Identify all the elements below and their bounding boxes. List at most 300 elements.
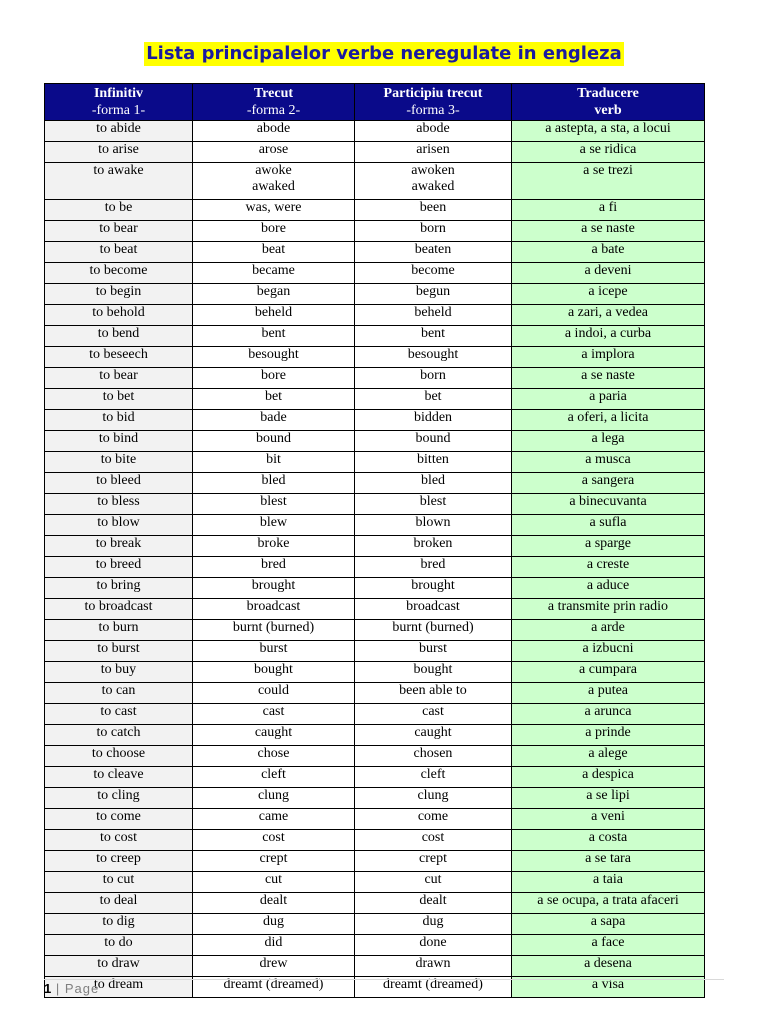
cell-translation: a lega [512, 431, 705, 452]
cell-participle [355, 242, 512, 263]
cell-past-line: cut [264, 872, 283, 887]
cell-infinitive: to be [45, 200, 193, 221]
cell-infinitive: to come [45, 809, 193, 830]
table-row [45, 163, 705, 200]
cell-past [193, 935, 355, 956]
cell-infinitive: to cut [45, 872, 193, 893]
cell-past [193, 121, 355, 142]
cell-participle-line: bred [420, 557, 446, 572]
cell-infinitive: to choose [45, 746, 193, 767]
cell-translation: a izbucni [512, 641, 705, 662]
cell-translation: a deveni [512, 263, 705, 284]
cell-infinitive: to cost [45, 830, 193, 851]
cell-translation: a arunca [512, 704, 705, 725]
cell-participle-line: caught [414, 725, 452, 740]
cell-translation: a sangera [512, 473, 705, 494]
cell-past-line: broadcast [246, 599, 301, 614]
cell-infinitive: to behold [45, 305, 193, 326]
page-footer [44, 981, 99, 996]
cell-past [193, 599, 355, 620]
cell-translation: a sapa [512, 914, 705, 935]
cell-participle [355, 599, 512, 620]
cell-infinitive: to burst [45, 641, 193, 662]
header-infinitive [45, 84, 193, 121]
table-row [45, 221, 705, 242]
cell-participle [355, 578, 512, 599]
cell-past-line: bet [264, 389, 283, 404]
table-row [45, 683, 705, 704]
table-header-row [45, 84, 705, 121]
cell-past-line: cast [262, 704, 285, 719]
cell-participle-line: cleft [420, 767, 446, 782]
cell-infinitive: to do [45, 935, 193, 956]
cell-participle-line: bitten [417, 452, 449, 467]
cell-infinitive: to broadcast [45, 599, 193, 620]
cell-translation: a binecuvanta [512, 494, 705, 515]
irregular-verbs-table [44, 83, 705, 998]
cell-translation: a alege [512, 746, 705, 767]
cell-past-line: became [252, 263, 295, 278]
cell-past [193, 221, 355, 242]
cell-participle [355, 305, 512, 326]
cell-translation: a desena [512, 956, 705, 977]
cell-infinitive: to awake [45, 163, 193, 200]
cell-past [193, 557, 355, 578]
cell-past-line: bled [261, 473, 286, 488]
cell-participle [355, 893, 512, 914]
cell-infinitive: to breed [45, 557, 193, 578]
cell-past [193, 515, 355, 536]
title-wrapper [0, 42, 768, 66]
cell-past-line: bound [256, 431, 291, 446]
cell-past-line: burnt (burned) [232, 620, 315, 635]
cell-translation: a se trezi [512, 163, 705, 200]
cell-translation: a sparge [512, 536, 705, 557]
cell-participle-line: abode [416, 121, 450, 136]
cell-participle [355, 263, 512, 284]
table-row [45, 263, 705, 284]
table-row [45, 326, 705, 347]
cell-translation: a putea [512, 683, 705, 704]
cell-participle-line: chosen [413, 746, 453, 761]
cell-past [193, 410, 355, 431]
cell-translation: a indoi, a curba [512, 326, 705, 347]
cell-participle-line: begun [415, 284, 451, 299]
cell-past-line: broke [257, 536, 290, 551]
cell-participle-line: born [420, 368, 446, 383]
cell-participle-line: bidden [413, 410, 453, 425]
cell-participle-line: burnt (burned) [392, 620, 474, 635]
table-row [45, 121, 705, 142]
table-row [45, 242, 705, 263]
cell-past-line: dug [263, 914, 284, 929]
cell-past-line: dealt [259, 893, 288, 908]
cell-translation: a se naste [512, 221, 705, 242]
header-translation-subtitle: verb [594, 103, 622, 118]
cell-participle-line: born [420, 221, 446, 236]
page-separator: | [55, 981, 61, 996]
cell-infinitive: to cleave [45, 767, 193, 788]
cell-past-line: awoke [255, 163, 292, 178]
cell-translation: a se ridica [512, 142, 705, 163]
cell-participle-line: bent [420, 326, 446, 341]
cell-infinitive: to bring [45, 578, 193, 599]
cell-past-line: dreamt (dreamed) [223, 977, 324, 992]
cell-participle [355, 121, 512, 142]
cell-past [193, 389, 355, 410]
table-row [45, 746, 705, 767]
cell-translation: a visa [512, 977, 705, 998]
cell-infinitive: to draw [45, 956, 193, 977]
cell-participle-line: bet [424, 389, 442, 404]
cell-past [193, 767, 355, 788]
table-row [45, 431, 705, 452]
cell-past-line: chose [257, 746, 290, 761]
cell-past [193, 431, 355, 452]
table-row [45, 851, 705, 872]
cell-participle-line: drawn [415, 956, 451, 971]
cell-participle-line: awaked [411, 179, 455, 194]
table-row [45, 767, 705, 788]
cell-past [193, 284, 355, 305]
cell-participle-line: done [419, 935, 447, 950]
cell-translation: a fi [512, 200, 705, 221]
cell-past [193, 326, 355, 347]
table-row [45, 704, 705, 725]
cell-infinitive: to deal [45, 893, 193, 914]
cell-participle [355, 163, 512, 200]
table-row [45, 809, 705, 830]
cell-infinitive: to can [45, 683, 193, 704]
cell-translation: a se tara [512, 851, 705, 872]
cell-past [193, 872, 355, 893]
cell-past-line: brought [251, 578, 296, 593]
cell-participle [355, 389, 512, 410]
header-translation [512, 84, 705, 121]
cell-past-line: arose [258, 142, 289, 157]
cell-participle-line: awoken [411, 163, 455, 178]
table-row [45, 788, 705, 809]
cell-translation: a veni [512, 809, 705, 830]
cell-participle [355, 536, 512, 557]
cell-past-line: clung [257, 788, 290, 803]
cell-infinitive: to cast [45, 704, 193, 725]
cell-translation: a face [512, 935, 705, 956]
cell-translation: a despica [512, 767, 705, 788]
cell-translation: a paria [512, 389, 705, 410]
cell-translation: a prinde [512, 725, 705, 746]
cell-participle [355, 767, 512, 788]
cell-past-line: awaked [252, 179, 295, 194]
cell-participle [355, 221, 512, 242]
cell-past [193, 142, 355, 163]
cell-participle [355, 788, 512, 809]
table-row [45, 142, 705, 163]
cell-infinitive: to creep [45, 851, 193, 872]
cell-participle [355, 956, 512, 977]
table-row [45, 494, 705, 515]
cell-participle [355, 368, 512, 389]
cell-past-line: beat [261, 242, 286, 257]
cell-participle [355, 746, 512, 767]
cell-participle [355, 725, 512, 746]
cell-past-line: cleft [261, 767, 286, 782]
cell-translation: a creste [512, 557, 705, 578]
cell-past [193, 704, 355, 725]
cell-past [193, 494, 355, 515]
cell-translation: a musca [512, 452, 705, 473]
cell-past [193, 263, 355, 284]
cell-infinitive: to bite [45, 452, 193, 473]
cell-past [193, 620, 355, 641]
cell-infinitive: to catch [45, 725, 193, 746]
cell-translation: a oferi, a licita [512, 410, 705, 431]
cell-past [193, 683, 355, 704]
table-row [45, 557, 705, 578]
table-row [45, 872, 705, 893]
cell-past-line: beheld [254, 305, 293, 320]
table-row [45, 725, 705, 746]
table-row [45, 956, 705, 977]
cell-participle [355, 494, 512, 515]
cell-infinitive: to bet [45, 389, 193, 410]
cell-past [193, 452, 355, 473]
cell-infinitive: to bless [45, 494, 193, 515]
cell-participle-line: clung [417, 788, 449, 803]
table-row [45, 536, 705, 557]
cell-infinitive: to bend [45, 326, 193, 347]
cell-translation: a implora [512, 347, 705, 368]
table-row [45, 830, 705, 851]
cell-participle-line: cast [422, 704, 444, 719]
cell-participle-line: blown [415, 515, 451, 530]
cell-participle [355, 809, 512, 830]
cell-participle-line: broadcast [406, 599, 460, 614]
cell-infinitive: to bid [45, 410, 193, 431]
table-row [45, 473, 705, 494]
table-row [45, 935, 705, 956]
cell-past-line: bade [260, 410, 287, 425]
cell-translation: a arde [512, 620, 705, 641]
cell-participle [355, 431, 512, 452]
cell-past [193, 851, 355, 872]
cell-past [193, 536, 355, 557]
cell-participle-line: besought [407, 347, 459, 362]
cell-past [193, 242, 355, 263]
cell-participle [355, 142, 512, 163]
cell-participle [355, 347, 512, 368]
cell-participle [355, 326, 512, 347]
cell-past [193, 305, 355, 326]
cell-past [193, 893, 355, 914]
header-past-title: Trecut [253, 86, 294, 101]
cell-translation: a cumpara [512, 662, 705, 683]
cell-past-line: blew [259, 515, 288, 530]
cell-participle-line: become [411, 263, 455, 278]
header-past-subtitle: -forma 2- [246, 103, 301, 118]
cell-participle [355, 641, 512, 662]
cell-past [193, 788, 355, 809]
table-row [45, 578, 705, 599]
cell-past [193, 347, 355, 368]
cell-participle [355, 704, 512, 725]
cell-infinitive: to dream [45, 977, 193, 998]
cell-translation: a bate [512, 242, 705, 263]
cell-translation: a icepe [512, 284, 705, 305]
cell-infinitive: to arise [45, 142, 193, 163]
cell-participle-line: cut [424, 872, 442, 887]
table-row [45, 599, 705, 620]
cell-participle [355, 284, 512, 305]
cell-infinitive: to beseech [45, 347, 193, 368]
cell-past-line: crept [259, 851, 288, 866]
cell-past-line: bred [261, 557, 286, 572]
cell-past [193, 746, 355, 767]
table-row [45, 368, 705, 389]
header-participle [355, 84, 512, 121]
cell-participle-line: been able to [399, 683, 467, 698]
table-row [45, 389, 705, 410]
table-row [45, 914, 705, 935]
cell-past-line: was, were [245, 200, 302, 215]
page-title: Lista principalelor verbe neregulate in engleza [146, 43, 622, 64]
cell-participle [355, 914, 512, 935]
table-row [45, 410, 705, 431]
table-row [45, 305, 705, 326]
cell-past-line: caught [254, 725, 293, 740]
cell-participle [355, 452, 512, 473]
table-row [45, 347, 705, 368]
cell-past-line: blest [260, 494, 287, 509]
cell-participle-line: dug [422, 914, 444, 929]
cell-past-line: bore [261, 368, 286, 383]
cell-infinitive: to dig [45, 914, 193, 935]
header-participle-subtitle: -forma 3- [406, 103, 460, 118]
cell-participle-line: burst [419, 641, 447, 656]
cell-past [193, 662, 355, 683]
cell-participle [355, 557, 512, 578]
cell-participle-line: dealt [419, 893, 447, 908]
cell-participle [355, 830, 512, 851]
cell-participle [355, 935, 512, 956]
cell-participle-line: broken [413, 536, 453, 551]
header-participle-title: Participiu trecut [383, 86, 483, 101]
cell-past-line: cost [262, 830, 285, 845]
cell-infinitive: to begin [45, 284, 193, 305]
cell-past [193, 809, 355, 830]
cell-participle-line: been [419, 200, 447, 215]
cell-infinitive: to abide [45, 121, 193, 142]
table-row [45, 200, 705, 221]
cell-translation: a taia [512, 872, 705, 893]
cell-participle [355, 851, 512, 872]
cell-participle-line: come [417, 809, 449, 824]
page-number: 1 [44, 981, 52, 996]
table-row [45, 284, 705, 305]
cell-infinitive: to buy [45, 662, 193, 683]
cell-translation: a astepta, a sta, a locui [512, 121, 705, 142]
cell-participle-line: bled [420, 473, 446, 488]
cell-past [193, 914, 355, 935]
cell-past-line: bit [266, 452, 281, 467]
cell-past-line: bore [261, 221, 286, 236]
cell-infinitive: to burn [45, 620, 193, 641]
header-past [193, 84, 355, 121]
cell-past-line: could [257, 683, 290, 698]
cell-past-line: began [256, 284, 291, 299]
cell-participle-line: brought [411, 578, 455, 593]
table-row [45, 662, 705, 683]
cell-participle-line: dreamt (dreamed) [383, 977, 483, 992]
cell-past-line: bent [261, 326, 286, 341]
cell-participle [355, 662, 512, 683]
cell-infinitive: to cling [45, 788, 193, 809]
cell-past-line: besought [248, 347, 299, 362]
cell-infinitive: to blow [45, 515, 193, 536]
cell-past [193, 830, 355, 851]
cell-past [193, 641, 355, 662]
cell-past [193, 368, 355, 389]
cell-past [193, 956, 355, 977]
cell-past [193, 725, 355, 746]
cell-participle [355, 620, 512, 641]
cell-translation: a costa [512, 830, 705, 851]
cell-infinitive: to bleed [45, 473, 193, 494]
footer-divider [44, 979, 724, 980]
cell-participle [355, 683, 512, 704]
cell-past [193, 163, 355, 200]
cell-participle-line: cost [421, 830, 445, 845]
cell-participle-line: blest [419, 494, 447, 509]
cell-participle-line: bound [415, 431, 451, 446]
header-infinitive-title: Infinitiv [93, 86, 143, 101]
cell-participle [355, 872, 512, 893]
cell-participle-line: beaten [414, 242, 452, 257]
table-row [45, 620, 705, 641]
cell-infinitive: to beat [45, 242, 193, 263]
cell-infinitive: to become [45, 263, 193, 284]
cell-participle-line: beheld [414, 305, 452, 320]
table-row [45, 515, 705, 536]
cell-infinitive: to bear [45, 221, 193, 242]
cell-participle-line: crept [419, 851, 447, 866]
cell-past-line: abode [256, 121, 291, 136]
cell-participle [355, 410, 512, 431]
cell-past-line: came [258, 809, 289, 824]
cell-translation: a aduce [512, 578, 705, 599]
page-label: Page [64, 981, 100, 996]
cell-past [193, 473, 355, 494]
cell-translation: a se lipi [512, 788, 705, 809]
cell-participle [355, 515, 512, 536]
cell-past-line: drew [259, 956, 288, 971]
cell-translation: a zari, a vedea [512, 305, 705, 326]
cell-infinitive: to break [45, 536, 193, 557]
cell-participle [355, 473, 512, 494]
cell-translation: a sufla [512, 515, 705, 536]
cell-infinitive: to bind [45, 431, 193, 452]
cell-past-line: burst [259, 641, 288, 656]
table-row [45, 641, 705, 662]
table-row [45, 893, 705, 914]
cell-past-line: bought [254, 662, 293, 677]
table-row [45, 452, 705, 473]
cell-past-line: did [264, 935, 283, 950]
cell-infinitive: to bear [45, 368, 193, 389]
cell-translation: a se ocupa, a trata afaceri [512, 893, 705, 914]
cell-translation: a transmite prin radio [512, 599, 705, 620]
cell-translation: a se naste [512, 368, 705, 389]
